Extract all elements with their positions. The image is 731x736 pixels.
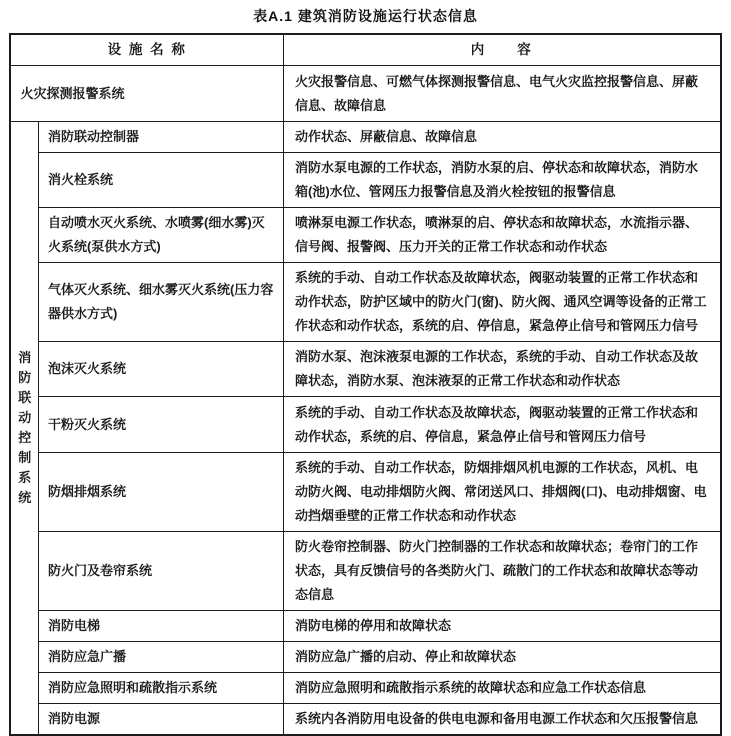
table-title: 表A.1 建筑消防设施运行状态信息 <box>253 8 478 24</box>
facility-name-cell: 防烟排烟系统 <box>38 453 283 532</box>
facility-name-cell: 消火栓系统 <box>38 153 283 208</box>
content-cell: 系统的手动、自动工作状态，防烟排烟风机电源的工作状态，风机、电动防火阀、电动排烟防火阀、常闭送风口、排烟阀(口)、电动排烟窗、电动挡烟垂壁的正常工作状态和动作状态 <box>284 453 721 532</box>
content-cell: 火灾报警信息、可燃气体探测报警信息、电气火灾监控报警信息、屏蔽信息、故障信息 <box>284 66 721 122</box>
table-row <box>10 397 720 453</box>
table-row <box>10 153 720 208</box>
content-cell: 消防应急照明和疏散指示系统的故障状态和应急工作状态信息 <box>284 673 721 704</box>
facility-name-cell: 泡沫灭火系统 <box>38 342 283 397</box>
table-row <box>10 673 720 704</box>
table-row <box>10 342 720 397</box>
table-row <box>10 611 720 642</box>
content-cell: 防火卷帘控制器、防火门控制器的工作状态和故障状态；卷帘门的工作状态，具有反馈信号的各类防火门、疏散门的工作状态和故障状态等动态信息 <box>284 532 721 611</box>
group-label: 消防联动控制系统 <box>18 350 32 505</box>
content-cell: 系统的手动、自动工作状态及故障状态，阀驱动装置的正常工作状态和动作状态，系统的启、停信息，紧急停止信号和管网压力信号 <box>284 397 721 453</box>
header-row <box>10 34 720 66</box>
table-row <box>10 704 720 736</box>
table-row <box>10 453 720 532</box>
facility-name-cell: 消防电梯 <box>38 611 283 642</box>
table-row <box>10 208 720 263</box>
group-label-cell <box>10 122 38 736</box>
content-cell: 消防水泵、泡沫液泵电源的工作状态，系统的手动、自动工作状态及故障状态，消防水泵、泡沫液泵的正常工作状态和动作状态 <box>284 342 721 397</box>
table-row <box>10 66 720 122</box>
content-cell: 喷淋泵电源工作状态，喷淋泵的启、停状态和故障状态，水流指示器、信号阀、报警阀、压力开关的正常工作状态和动作状态 <box>284 208 721 263</box>
content-cell: 动作状态、屏蔽信息、故障信息 <box>284 122 721 153</box>
content-cell: 消防应急广播的启动、停止和故障状态 <box>284 642 721 673</box>
fire-facility-status-table <box>9 33 721 736</box>
content-cell: 消防水泵电源的工作状态，消防水泵的启、停状态和故障状态，消防水箱(池)水位、管网压力报警信息及消火栓按钮的报警信息 <box>284 153 721 208</box>
facility-name-cell: 消防电源 <box>38 704 283 736</box>
header-facility-name: 设 施 名 称 <box>10 34 283 66</box>
table-row <box>10 532 720 611</box>
facility-name-cell: 气体灭火系统、细水雾灭火系统(压力容器供水方式) <box>38 263 283 342</box>
content-cell: 系统的手动、自动工作状态及故障状态，阀驱动装置的正常工作状态和动作状态，防护区域中的防火门(窗)、防火阀、通风空调等设备的正常工作状态和动作状态，系统的启、停信息，紧急停止信号和管网压力信号 <box>284 263 721 342</box>
facility-name-cell: 消防应急照明和疏散指示系统 <box>38 673 283 704</box>
facility-name-cell: 防火门及卷帘系统 <box>38 532 283 611</box>
facility-name-cell: 火灾探测报警系统 <box>10 66 283 122</box>
table-row <box>10 122 720 153</box>
facility-name-cell: 消防应急广播 <box>38 642 283 673</box>
facility-name-cell: 自动喷水灭火系统、水喷雾(细水雾)灭火系统(泵供水方式) <box>38 208 283 263</box>
content-cell: 系统内各消防用电设备的供电电源和备用电源工作状态和欠压报警信息 <box>284 704 721 736</box>
facility-name-cell: 干粉灭火系统 <box>38 397 283 453</box>
header-content: 内 容 <box>284 34 721 66</box>
facility-name-cell: 消防联动控制器 <box>38 122 283 153</box>
table-row <box>10 642 720 673</box>
table-row <box>10 263 720 342</box>
content-cell: 消防电梯的停用和故障状态 <box>284 611 721 642</box>
